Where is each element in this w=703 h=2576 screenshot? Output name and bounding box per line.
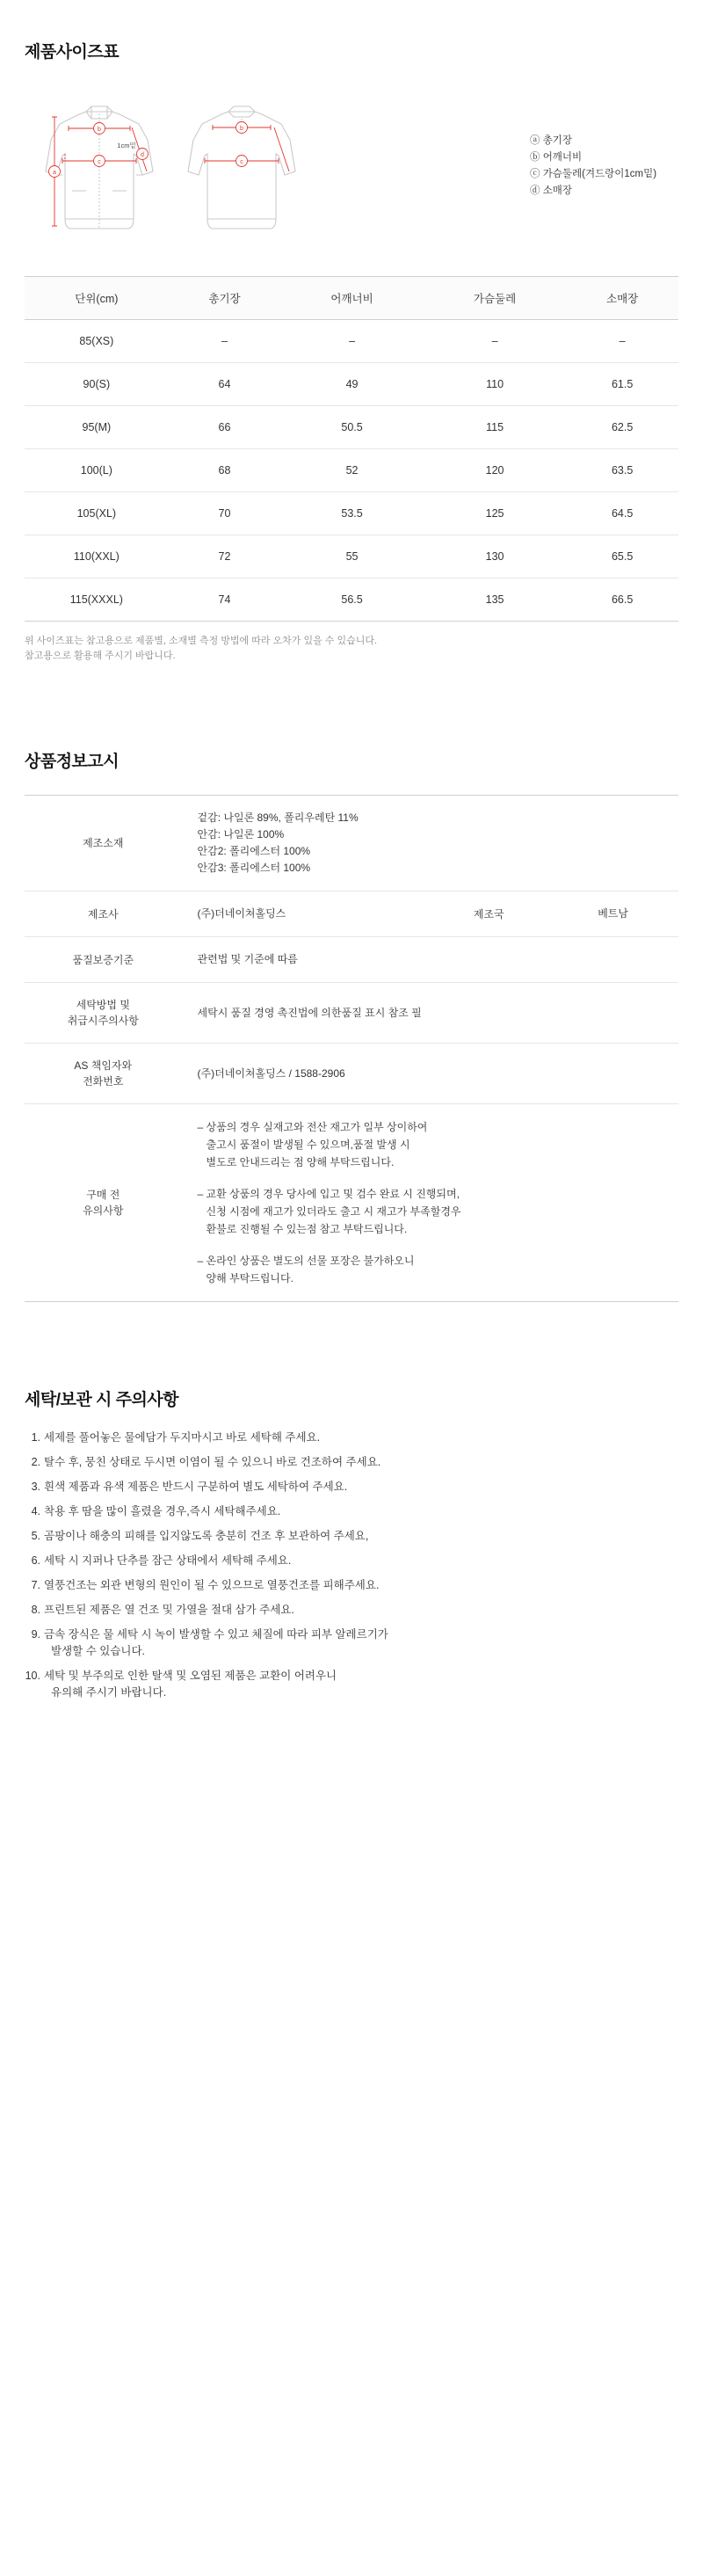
cell-chest: 135 [424,579,567,622]
purchase-label-line-1: 구매 전 [86,1189,120,1201]
item-text: 탈수 후, 뭉친 상태로 두시면 이염이 될 수 있으니 바로 건조하여 주세요. [44,1456,381,1468]
cell-sleeve: 64.5 [566,492,678,535]
info-row-maker [25,891,678,937]
value-origin: 베트남 [547,891,678,937]
material-line-2: 안감: 나일론 100% [197,828,285,840]
cell-total-length: 64 [169,363,281,406]
diagram-legend [530,133,656,200]
cell-total-length: 66 [169,406,281,449]
cell-sleeve: – [566,320,678,363]
value-washing-method: 세탁시 품질 경영 촉진법에 의한품질 표시 참조 필 [182,983,678,1044]
list-item [25,1430,678,1446]
size-label: 115(XXXL) [25,579,169,622]
table-row [25,406,678,449]
product-info-table [25,795,678,1302]
note-line-1: 위 사이즈표는 참고용으로 제품별, 소재별 측정 방법에 따라 오차가 있을 수 있습니다. [25,636,378,646]
item-number: 5. [31,1530,40,1542]
size-label: 110(XXL) [25,535,169,579]
info-row-quality [25,937,678,983]
table-row [25,492,678,535]
cell-shoulder-width: 50.5 [280,406,424,449]
cell-total-length: 70 [169,492,281,535]
item-text: 열풍건조는 외관 변형의 원인이 될 수 있으므로 열풍건조를 피해주세요. [44,1579,380,1591]
table-row [25,579,678,622]
svg-text:b: b [98,127,101,133]
table-row [25,449,678,492]
cell-total-length: 74 [169,579,281,622]
product-info-title: 상품정보고시 [25,753,120,771]
item-number: 9. [31,1628,40,1641]
label-as-contact [25,1044,182,1104]
cell-shoulder-width: 52 [280,449,424,492]
product-info-section [0,664,703,1302]
cell-sleeve: 63.5 [566,449,678,492]
notice-1-line-1: – 상품의 경우 실재고와 전산 재고가 일부 상이하여 [197,1121,428,1133]
notice-2-line-2: 신청 시점에 재고가 있더라도 출고 시 재고가 부족할경우 [206,1205,461,1218]
info-row-purchase-notice [25,1104,678,1302]
cell-total-length: 68 [169,449,281,492]
jacket-diagram-svg [33,87,376,250]
size-chart-section [0,0,703,664]
size-label: 90(S) [25,363,169,406]
item-number: 2. [31,1456,40,1468]
value-purchase-notice [182,1104,678,1302]
item-number: 6. [31,1554,40,1567]
cell-total-length: 72 [169,535,281,579]
material-line-4: 안감3: 폴리에스터 100% [197,862,311,874]
column-header-sleeve: 소매장 [566,277,678,320]
cell-chest: 120 [424,449,567,492]
legend-item-c: ⓒ 가슴둘레(겨드랑이1cm밑) [530,169,657,179]
column-header-shoulder-width: 어깨너비 [280,277,424,320]
list-item [25,1553,678,1569]
legend-item-d: ⓓ 소매장 [530,186,573,196]
item-text: 금속 장식은 물 세탁 시 녹이 발생할 수 있고 체질에 따라 피부 알레르기가 [44,1628,388,1641]
info-row-as-contact [25,1044,678,1104]
cell-shoulder-width: 55 [280,535,424,579]
list-item [25,1602,678,1619]
item-text: 흰색 제품과 유색 제품은 반드시 구분하여 별도 세탁하여 주세요. [44,1481,348,1493]
size-table-note [25,634,678,664]
item-number: 10. [25,1670,40,1682]
item-text: 세제를 풀어놓은 물에담가 두지마시고 바로 세탁해 주세요. [44,1431,321,1444]
washing-label-line-1: 세탁방법 및 [76,999,130,1011]
item-subtext: 발생할 수 있습니다. [51,1645,146,1657]
notice-3-line-2: 양해 부탁드립니다. [206,1272,294,1284]
svg-text:c: c [98,159,101,165]
size-label: 105(XL) [25,492,169,535]
garment-measurement-diagram [25,87,678,250]
size-label: 95(M) [25,406,169,449]
cell-sleeve: 65.5 [566,535,678,579]
label-maker: 제조사 [25,891,182,937]
purchase-label-line-2: 유의사항 [83,1204,124,1217]
material-line-3: 안감2: 폴리에스터 100% [197,845,311,857]
label-purchase-notice [25,1104,182,1302]
item-number: 3. [31,1481,40,1493]
notice-1-line-3: 별도로 안내드리는 점 양해 부탁드립니다. [206,1156,395,1168]
cell-sleeve: 66.5 [566,579,678,622]
notice-2-line-3: 환불로 진행될 수 있는점 참고 부탁드립니다. [206,1223,408,1235]
item-subtext: 유의해 주시기 바랍니다. [51,1686,167,1699]
cell-shoulder-width: 49 [280,363,424,406]
cell-shoulder-width: 53.5 [280,492,424,535]
svg-text:d: d [141,152,144,158]
value-material [182,796,678,891]
cell-chest: 110 [424,363,567,406]
label-origin: 제조국 [430,891,547,937]
value-as-contact: (주)더네이쳐홀딩스 / 1588-2906 [182,1044,678,1104]
value-quality-standard: 관련법 및 기준에 따름 [182,937,678,983]
material-line-1: 겉감: 나일론 89%, 폴리우레탄 11% [197,811,359,824]
table-header-row [25,277,678,320]
size-chart-title: 제품사이즈표 [25,43,120,62]
as-label-line-1: AS 책임자와 [74,1059,133,1072]
cell-chest: 125 [424,492,567,535]
item-text: 곰팡이나 해충의 피해를 입지않도록 충분히 건조 후 보관하여 주세요, [44,1530,369,1542]
cell-shoulder-width: – [280,320,424,363]
cell-sleeve: 62.5 [566,406,678,449]
table-row [25,363,678,406]
cell-chest: – [424,320,567,363]
table-row [25,535,678,579]
cell-sleeve: 61.5 [566,363,678,406]
svg-text:c: c [240,159,243,165]
list-item [25,1626,678,1660]
column-header-unit: 단위(cm) [25,277,169,320]
legend-item-a: ⓐ 총기장 [530,135,573,146]
purchase-notice-item [198,1118,663,1171]
list-item [25,1528,678,1545]
item-number: 8. [31,1604,40,1616]
svg-text:b: b [240,126,243,132]
washing-care-section [0,1302,703,1771]
list-item [25,1503,678,1520]
table-row [25,320,678,363]
value-maker: (주)더네이쳐홀딩스 [182,891,431,937]
label-material: 제조소재 [25,796,182,891]
cell-total-length: – [169,320,281,363]
list-item [25,1479,678,1495]
item-number: 4. [31,1505,40,1517]
size-measurement-table [25,276,678,622]
note-line-2: 참고용으로 활용해 주시기 바랍니다. [25,651,176,661]
item-number: 1. [31,1431,40,1444]
legend-item-b: ⓑ 어깨너비 [530,152,583,163]
cell-shoulder-width: 56.5 [280,579,424,622]
cell-chest: 115 [424,406,567,449]
cell-chest: 130 [424,535,567,579]
info-row-washing [25,983,678,1044]
size-label: 100(L) [25,449,169,492]
list-item [25,1577,678,1594]
washing-care-list [25,1430,678,1701]
item-text: 프린트된 제품은 열 건조 및 가열을 절대 삼가 주세요. [44,1604,294,1616]
purchase-notice-item [198,1252,663,1287]
item-text: 세탁 및 부주의로 인한 탈색 및 오염된 제품은 교환이 어려우니 [44,1670,337,1682]
washing-label-line-2: 취급시주의사항 [67,1015,139,1027]
notice-2-line-1: – 교환 상품의 경우 당사에 입고 및 검수 완료 시 진행되며, [197,1188,460,1200]
purchase-notice-item [198,1185,663,1238]
info-row-material [25,796,678,891]
label-washing-method [25,983,182,1044]
as-label-line-2: 전화번호 [83,1075,124,1088]
item-text: 착용 후 땀을 많이 흘렸을 경우,즉시 세탁해주세요. [44,1505,281,1517]
diagram-tag-label: 1cm밑 [117,142,136,149]
column-header-total-length: 총기장 [169,277,281,320]
washing-care-title: 세탁/보관 시 주의사항 [25,1391,179,1409]
svg-text:a: a [53,170,56,176]
item-text: 세탁 시 지퍼나 단추를 잠근 상태에서 세탁해 주세요. [44,1554,292,1567]
item-number: 7. [31,1579,40,1591]
notice-1-line-2: 출고시 품절이 발생될 수 있으며,품절 발생 시 [206,1139,410,1151]
size-label: 85(XS) [25,320,169,363]
label-quality-standard: 품질보증기준 [25,937,182,983]
notice-3-line-1: – 온라인 상품은 별도의 선물 포장은 불가하오니 [197,1255,415,1267]
list-item [25,1668,678,1701]
list-item [25,1454,678,1471]
column-header-chest: 가슴둘레 [424,277,567,320]
